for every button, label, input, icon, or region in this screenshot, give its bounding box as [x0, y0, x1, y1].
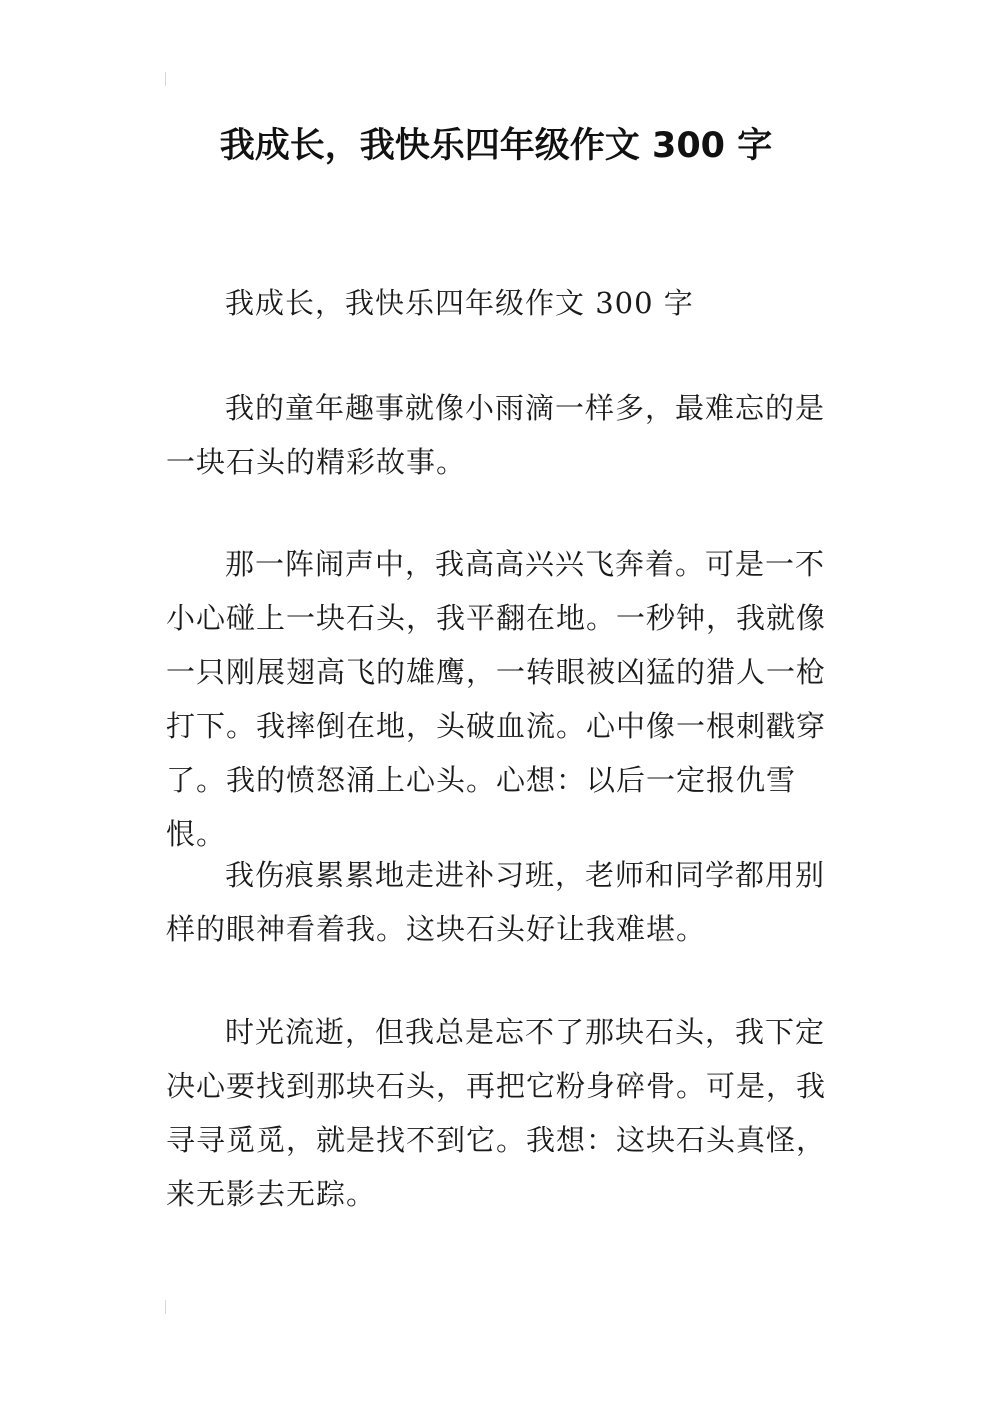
- paragraph-2: 那一阵闹声中，我高高兴兴飞奔着。可是一不小心碰上一块石头，我平翻在地。一秒钟，我就像一只刚展翅高飞的雄鹰，一转眼被凶猛的猎人一枪打下。我摔倒在地，头破血流。心中像一根刺戳穿了。我的愤怒涌上心头。心想：以后一定报仇雪恨。: [166, 547, 827, 851]
- document-subtitle: 我成长，我快乐四年级作文 300 字: [225, 286, 694, 320]
- paragraph-1: 我的童年趣事就像小雨滴一样多，最难忘的是一块石头的精彩故事。: [166, 391, 826, 479]
- page-corner-mark-bottom: [165, 1300, 166, 1314]
- page-corner-mark-top: [165, 72, 166, 86]
- document-title: 我成长，我快乐四年级作文 300 字: [219, 126, 773, 166]
- paragraph-3: 我伤痕累累地走进补习班，老师和同学都用别样的眼神看着我。这块石头好让我难堪。: [166, 858, 826, 946]
- paragraph-4: 时光流逝，但我总是忘不了那块石头，我下定决心要找到那块石头，再把它粉身碎骨。可是，我寻寻觅觅，就是找不到它。我想：这块石头真怪，来无影去无踪。: [166, 1015, 827, 1211]
